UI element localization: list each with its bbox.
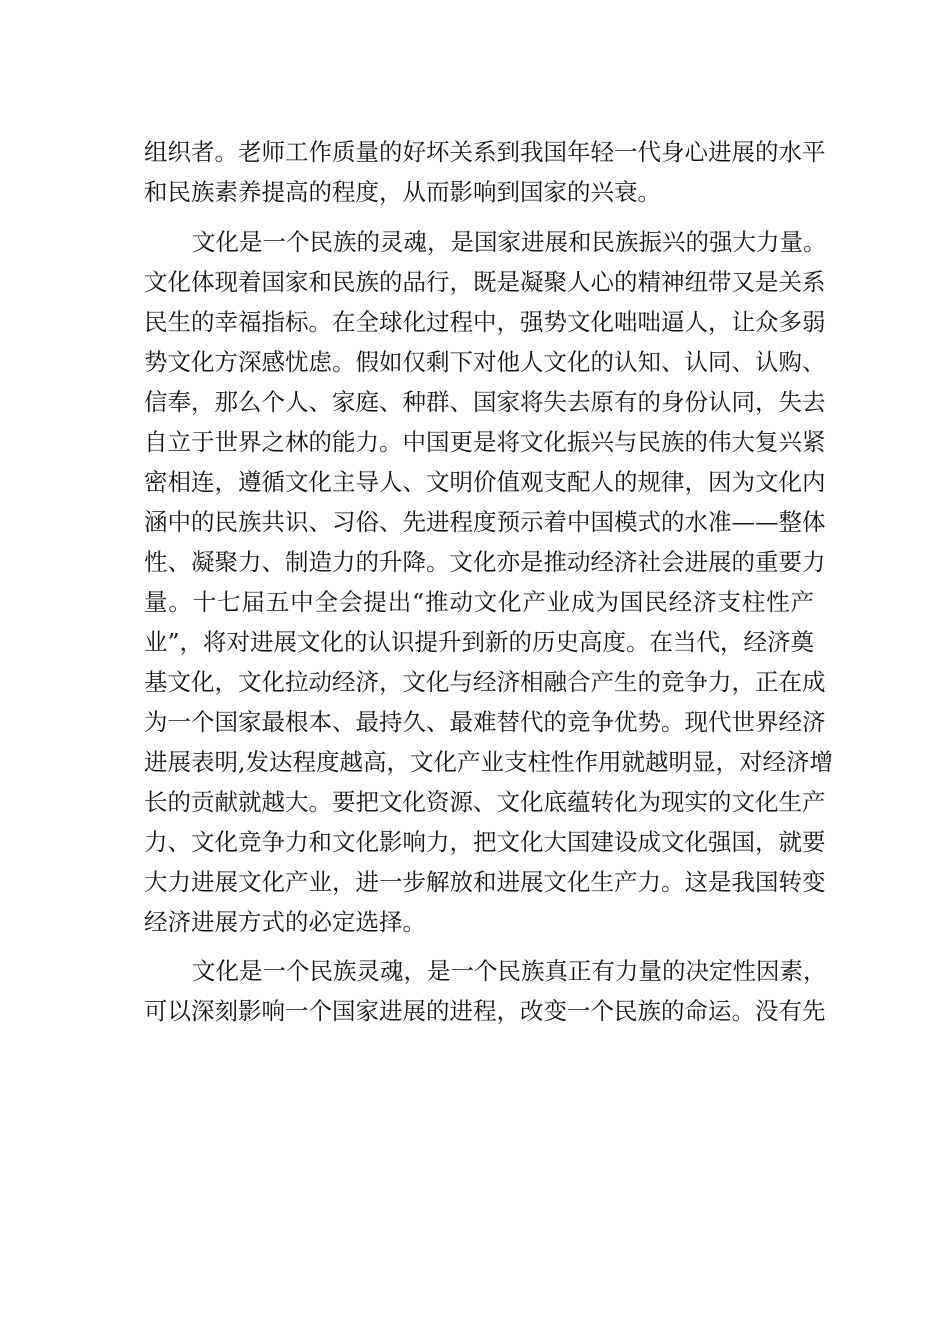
paragraph-2-line-8: 涵中的民族共识、习俗、先进程度预示着中国模式的水准——整体 [144, 508, 826, 536]
paragraph-2-line-18: 经济进展方式的必定选择。 [144, 908, 426, 936]
paragraph-3 [144, 951, 827, 1031]
paragraph-2-line-12: 基文化，文化拉动经济，文化与经济相融合产生的竞争力，正在成 [144, 668, 826, 696]
paragraph-2-line-15: 长的贡献就越大。要把文化资源、文化底蕴转化为现实的文化生产 [144, 788, 826, 816]
paragraph-3-line-2: 可以深刻影响一个国家进展的进程，改变一个民族的命运。没有先 [144, 997, 826, 1025]
paragraph-1-line-2: 和民族素养提高的程度，从而影响到国家的兴衰。 [144, 178, 661, 206]
paragraph-2-line-14: 进展表明,发达程度越高，文化产业支柱性作用就越明显，对经济增 [144, 748, 833, 776]
paragraph-2-line-11: 业”，将对进展文化的认识提升到新的历史高度。在当代，经济奠 [144, 628, 815, 656]
paragraph-2-line-2: 文化体现着国家和民族的品行，既是凝聚人心的精神纽带又是关系 [144, 268, 826, 296]
paragraph-2 [144, 222, 833, 942]
paragraph-1-line-1: 组织者。老师工作质量的好坏关系到我国年轻一代身心进展的水平 [144, 138, 826, 166]
paragraph-2-line-4: 势文化方深感忧虑。假如仅剩下对他人文化的认知、认同、认购、 [144, 348, 826, 376]
paragraph-2-line-16: 力、文化竞争力和文化影响力，把文化大国建设成文化强国，就要 [144, 828, 826, 856]
paragraph-2-line-9: 性、凝聚力、制造力的升降。文化亦是推动经济社会进展的重要力 [144, 548, 826, 576]
paragraph-2-line-10: 量。十七届五中全会提出“推动文化产业成为国民经济支柱性产 [144, 588, 814, 616]
paragraph-2-line-5: 信奉，那么个人、家庭、种群、国家将失去原有的身份认同，失去 [144, 388, 826, 416]
paragraph-2-line-6: 自立于世界之林的能力。中国更是将文化振兴与民族的伟大复兴紧 [144, 428, 826, 456]
paragraph-3-line-1: 文化是一个民族灵魂，是一个民族真正有力量的决定性因素， [192, 957, 827, 985]
paragraph-2-line-1: 文化是一个民族的灵魂，是国家进展和民族振兴的强大力量。 [192, 228, 827, 256]
document-body [144, 132, 833, 1031]
paragraph-2-line-7: 密相连，遵循文化主导人、文明价值观支配人的规律，因为文化内 [144, 468, 826, 496]
paragraph-1 [144, 132, 826, 212]
paragraph-2-line-13: 为一个国家最根本、最持久、最难替代的竞争优势。现代世界经济 [144, 708, 826, 736]
paragraph-2-line-17: 大力进展文化产业，进一步解放和进展文化生产力。这是我国转变 [144, 868, 826, 896]
paragraph-2-line-3: 民生的幸福指标。在全球化过程中，强势文化咄咄逼人，让众多弱 [144, 308, 826, 336]
